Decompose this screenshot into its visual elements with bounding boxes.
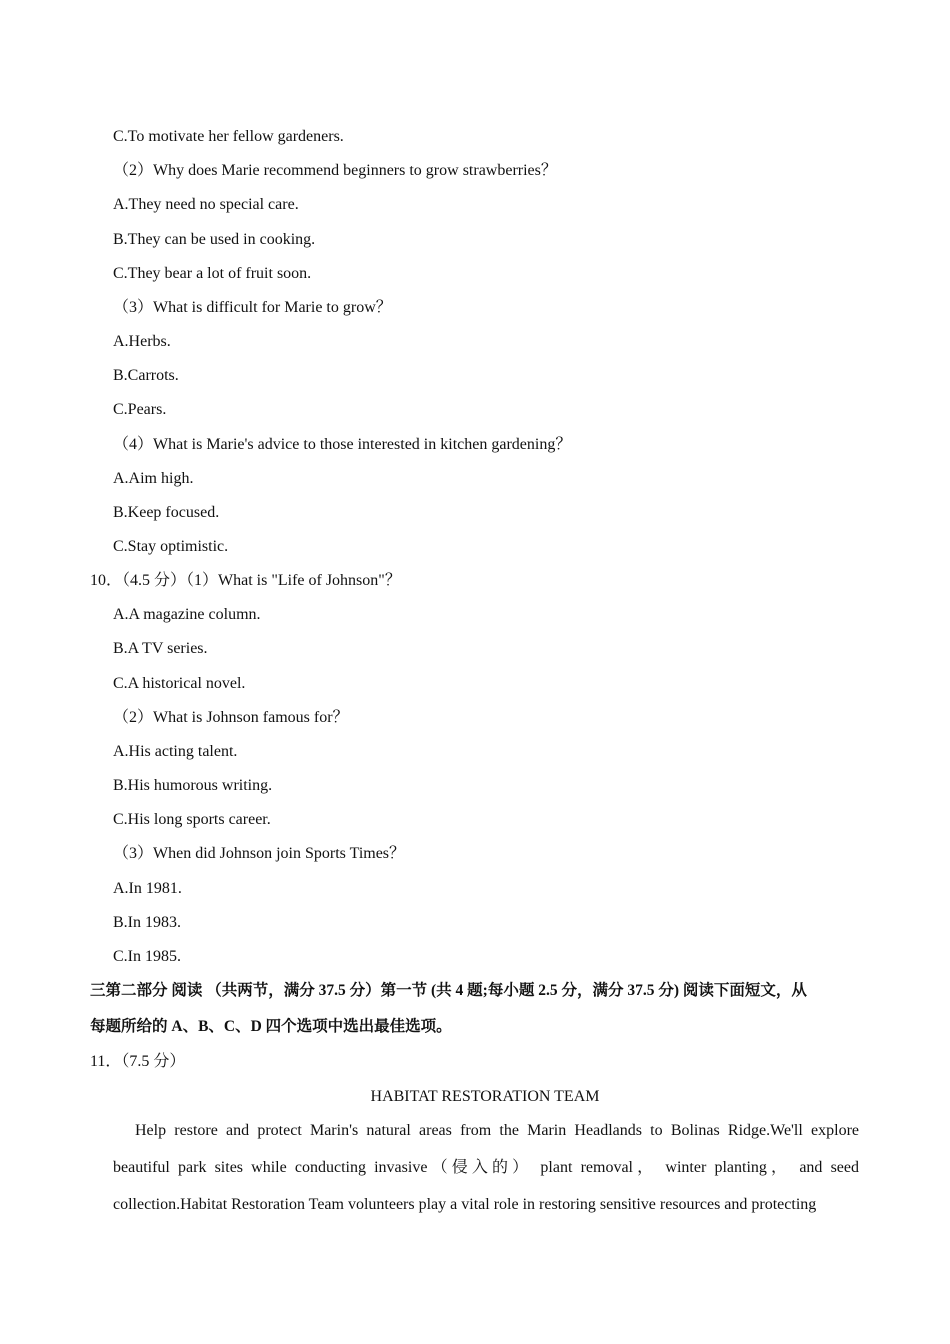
passage-title: HABITAT RESTORATION TEAM [370,1088,600,1105]
q9-3-option-c: C.Pears. [113,401,167,418]
section-heading-line1: 三第二部分 阅读 （共两节，满分 37.5 分）第一节 (共 4 题;每小题 2.5 分，满分 37.5 分) 阅读下面短文，从 [90,982,807,999]
q10-2-option-c: C.His long sports career. [113,811,271,828]
q10-2-option-a: A.His acting talent. [113,743,238,760]
q9-2-option-b: B.They can be used in cooking. [113,231,316,248]
q9-1-option-c: C.To motivate her fellow gardeners. [113,128,344,145]
q9-3-option-a: A.Herbs. [113,333,171,350]
q9-4-option-a: A.Aim high. [113,470,194,487]
q9-2-option-a: A.They need no special care. [113,196,299,213]
q10-3-option-c: C.In 1985. [113,948,181,965]
q10-1-option-a: A.A magazine column. [113,606,261,623]
q10-1-option-c: C.A historical novel. [113,675,246,692]
q10-3-question: （3）When did Johnson join Sports Times？ [113,845,406,862]
q9-4-option-b: B.Keep focused. [113,504,220,521]
q9-2-question: （2）Why does Marie recommend beginners to grow strawberries？ [113,162,557,179]
section-heading-line2: 每题所给的 A、B、C、D 四个选项中选出最佳选项。 [90,1018,452,1035]
q9-4-question: （4）What is Marie's advice to those interested in kitchen gardening？ [113,436,572,453]
passage-paragraph: Help restore and protect Marin's natural areas from the Marin Headlands to Bolinas Ridge.We'll explore beautiful park sites while conducting invasive（侵入的） plant removal， winter planting， and seed collection.Habitat Restoration Team volunteers play a vital role in restoring sensitive resources and protecting [113,1122,859,1213]
q10-3-option-a: A.In 1981. [113,880,182,897]
q9-4-option-c: C.Stay optimistic. [113,538,229,555]
q9-3-option-b: B.Carrots. [113,367,179,384]
q9-2-option-c: C.They bear a lot of fruit soon. [113,265,312,282]
q10-2-option-b: B.His humorous writing. [113,777,273,794]
q10-1-option-b: B.A TV series. [113,640,208,657]
q10-header: 10．（4.5 分）（1）What is "Life of Johnson"？ [90,572,401,589]
q10-3-option-b: B.In 1983. [113,914,181,931]
q10-2-question: （2）What is Johnson famous for？ [113,709,349,726]
q9-3-question: （3）What is difficult for Marie to grow？ [113,299,392,316]
q11-header: 11．（7.5 分） [90,1053,186,1070]
